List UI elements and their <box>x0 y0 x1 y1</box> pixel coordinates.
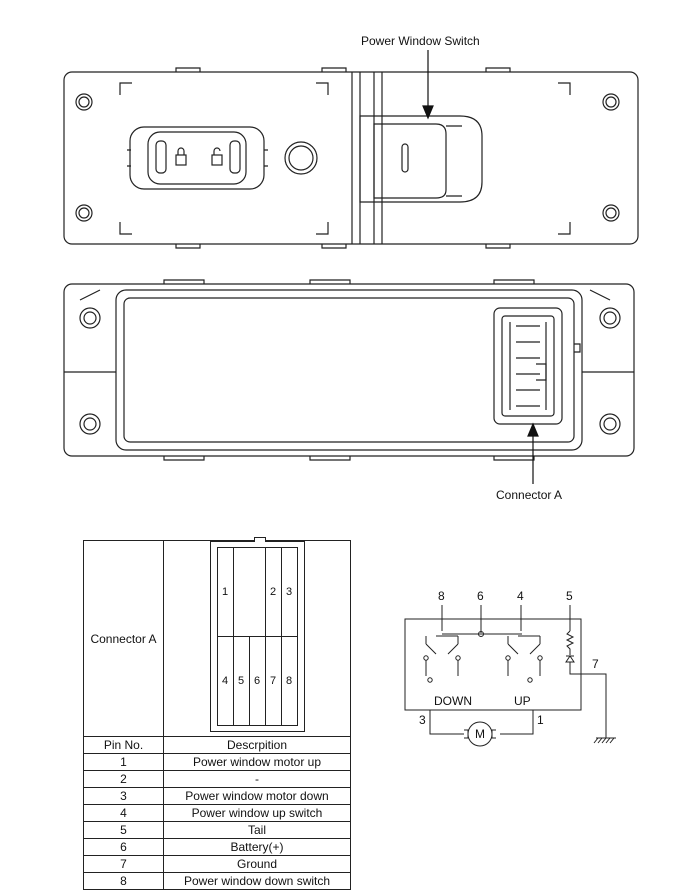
pin-6-label: 6 <box>477 589 484 603</box>
pin-cell: 5 <box>233 637 249 726</box>
up-label: UP <box>514 694 531 708</box>
connector-a-cell: Connector A <box>84 541 164 737</box>
pin-cell <box>233 548 265 637</box>
table-row <box>84 873 351 890</box>
connector-label: Connector A <box>496 488 563 502</box>
pin-desc: Battery(+) <box>164 839 351 856</box>
pin-cell: 6 <box>249 637 265 726</box>
table-row <box>84 822 351 839</box>
pin-cell: 2 <box>265 548 281 637</box>
pin-cell: 7 <box>265 637 281 726</box>
pin-7-label: 7 <box>592 657 599 671</box>
pin-no: 4 <box>84 805 164 822</box>
pin-no: 1 <box>84 754 164 771</box>
down-label: DOWN <box>434 694 472 708</box>
pin-3-label: 3 <box>419 713 426 727</box>
pin-no: 5 <box>84 822 164 839</box>
pin-table <box>83 540 351 890</box>
motor-label: M <box>475 727 485 741</box>
pin-desc: Power window down switch <box>164 873 351 890</box>
pin-no: 8 <box>84 873 164 890</box>
table-row <box>84 839 351 856</box>
pin-cell: 3 <box>281 548 297 637</box>
pin-no: 7 <box>84 856 164 873</box>
pin-8-label: 8 <box>438 589 445 603</box>
pin-desc: Power window motor down <box>164 788 351 805</box>
pin-no: 2 <box>84 771 164 788</box>
table-row <box>84 788 351 805</box>
connector-diagram <box>210 541 305 732</box>
pin-desc: Power window up switch <box>164 805 351 822</box>
switch-label: Power Window Switch <box>361 34 480 48</box>
pin-cell: 4 <box>217 637 233 726</box>
pin-desc: Ground <box>164 856 351 873</box>
pin-cell: 1 <box>217 548 233 637</box>
table-row <box>84 754 351 771</box>
pin-5-label: 5 <box>566 589 573 603</box>
connector-face <box>164 541 351 737</box>
col-header-desc: Descrpition <box>164 737 351 754</box>
pin-1-label: 1 <box>537 713 544 727</box>
pin-cell: 8 <box>281 637 297 726</box>
pin-desc: Power window motor up <box>164 754 351 771</box>
pin-desc: Tail <box>164 822 351 839</box>
table-row <box>84 805 351 822</box>
pin-no: 6 <box>84 839 164 856</box>
table-row <box>84 856 351 873</box>
pin-4-label: 4 <box>517 589 524 603</box>
pin-desc: - <box>164 771 351 788</box>
table-row <box>84 771 351 788</box>
pin-no: 3 <box>84 788 164 805</box>
col-header-pin: Pin No. <box>84 737 164 754</box>
